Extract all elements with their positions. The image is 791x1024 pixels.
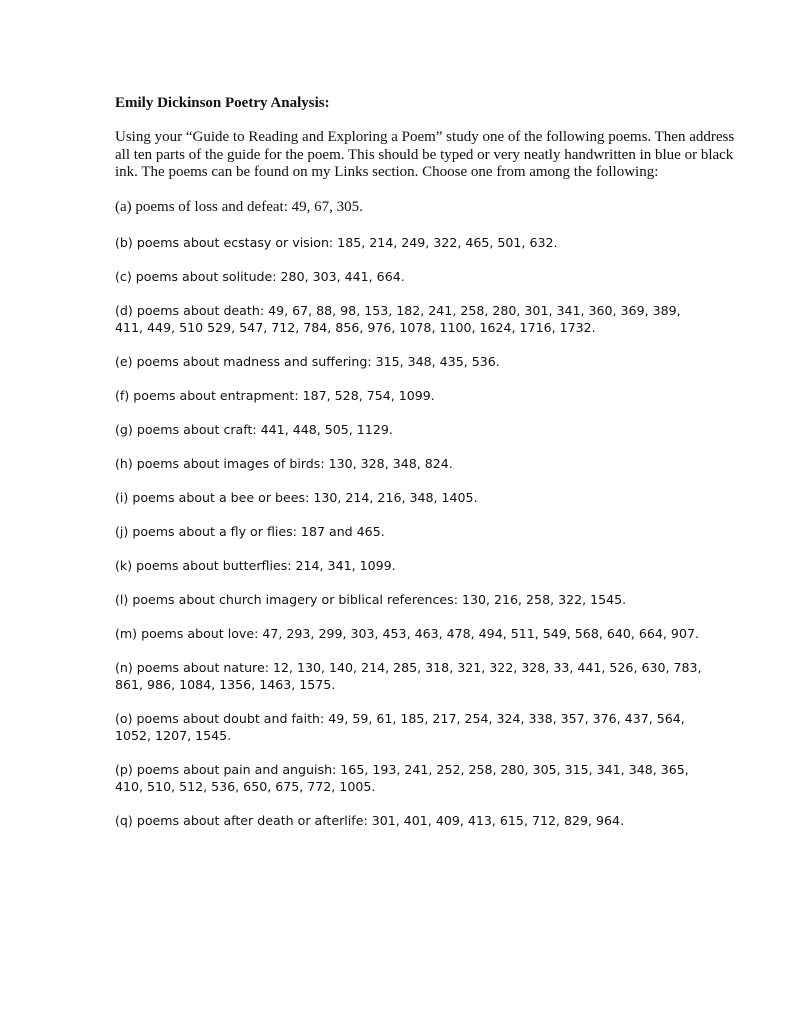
list-item-q: (q) poems about after death or afterlife: 301, 401, 409, 413, 615, 712, 829, 964. [115, 812, 625, 828]
document-content [115, 94, 735, 846]
list-item-m: (m) poems about love: 47, 293, 299, 303, 453, 463, 478, 494, 511, 549, 568, 640, 664, 907. [115, 625, 699, 641]
list-item-o: (o) poems about doubt and faith: 49, 59, 61, 185, 217, 254, 324, 338, 357, 376, 437, 564, 1052, 1207, 1545. [115, 710, 685, 743]
list-item-k: (k) poems about butterflies: 214, 341, 1099. [115, 557, 396, 573]
list-item-l: (l) poems about church imagery or biblical references: 130, 216, 258, 322, 1545. [115, 591, 627, 607]
list-item-c: (c) poems about solitude: 280, 303, 441, 664. [115, 268, 405, 284]
list-item-f: (f) poems about entrapment: 187, 528, 754, 1099. [115, 387, 435, 403]
list-item-i: (i) poems about a bee or bees: 130, 214, 216, 348, 1405. [115, 489, 478, 505]
list-item-j: (j) poems about a fly or flies: 187 and 465. [115, 523, 385, 539]
list-item-p: (p) poems about pain and anguish: 165, 193, 241, 252, 258, 280, 305, 315, 341, 348, 365, 410, 510, 512, 536, 650, 675, 772, 1005. [115, 761, 689, 794]
intro-paragraph: Using your “Guide to Reading and Exploring a Poem” study one of the following poems. Then address all ten parts of the guide for the poem. This should be typed or very neatly handwritten in blue or black ink. The poems can be found on my Links section. Choose one from among the following: [115, 129, 735, 180]
list-item-n: (n) poems about nature: 12, 130, 140, 214, 285, 318, 321, 322, 328, 33, 441, 526, 630, 783, 861, 986, 1084, 1356, 1463, 1575. [115, 659, 702, 692]
list-item-g: (g) poems about craft: 441, 448, 505, 1129. [115, 421, 393, 437]
list-item-e: (e) poems about madness and suffering: 315, 348, 435, 536. [115, 353, 500, 369]
list-item-d: (d) poems about death: 49, 67, 88, 98, 153, 182, 241, 258, 280, 301, 341, 360, 369, 389, 411, 449, 510 529, 547, 712, 784, 856, 976, 1078, 1100, 1624, 1716, 1732. [115, 302, 681, 335]
document-title: Emily Dickinson Poetry Analysis: [115, 95, 330, 111]
list-item-a: (a) poems of loss and defeat: 49, 67, 305. [115, 198, 363, 215]
list-item-b: (b) poems about ecstasy or vision: 185, 214, 249, 322, 465, 501, 632. [115, 234, 558, 250]
list-item-h: (h) poems about images of birds: 130, 328, 348, 824. [115, 455, 453, 471]
